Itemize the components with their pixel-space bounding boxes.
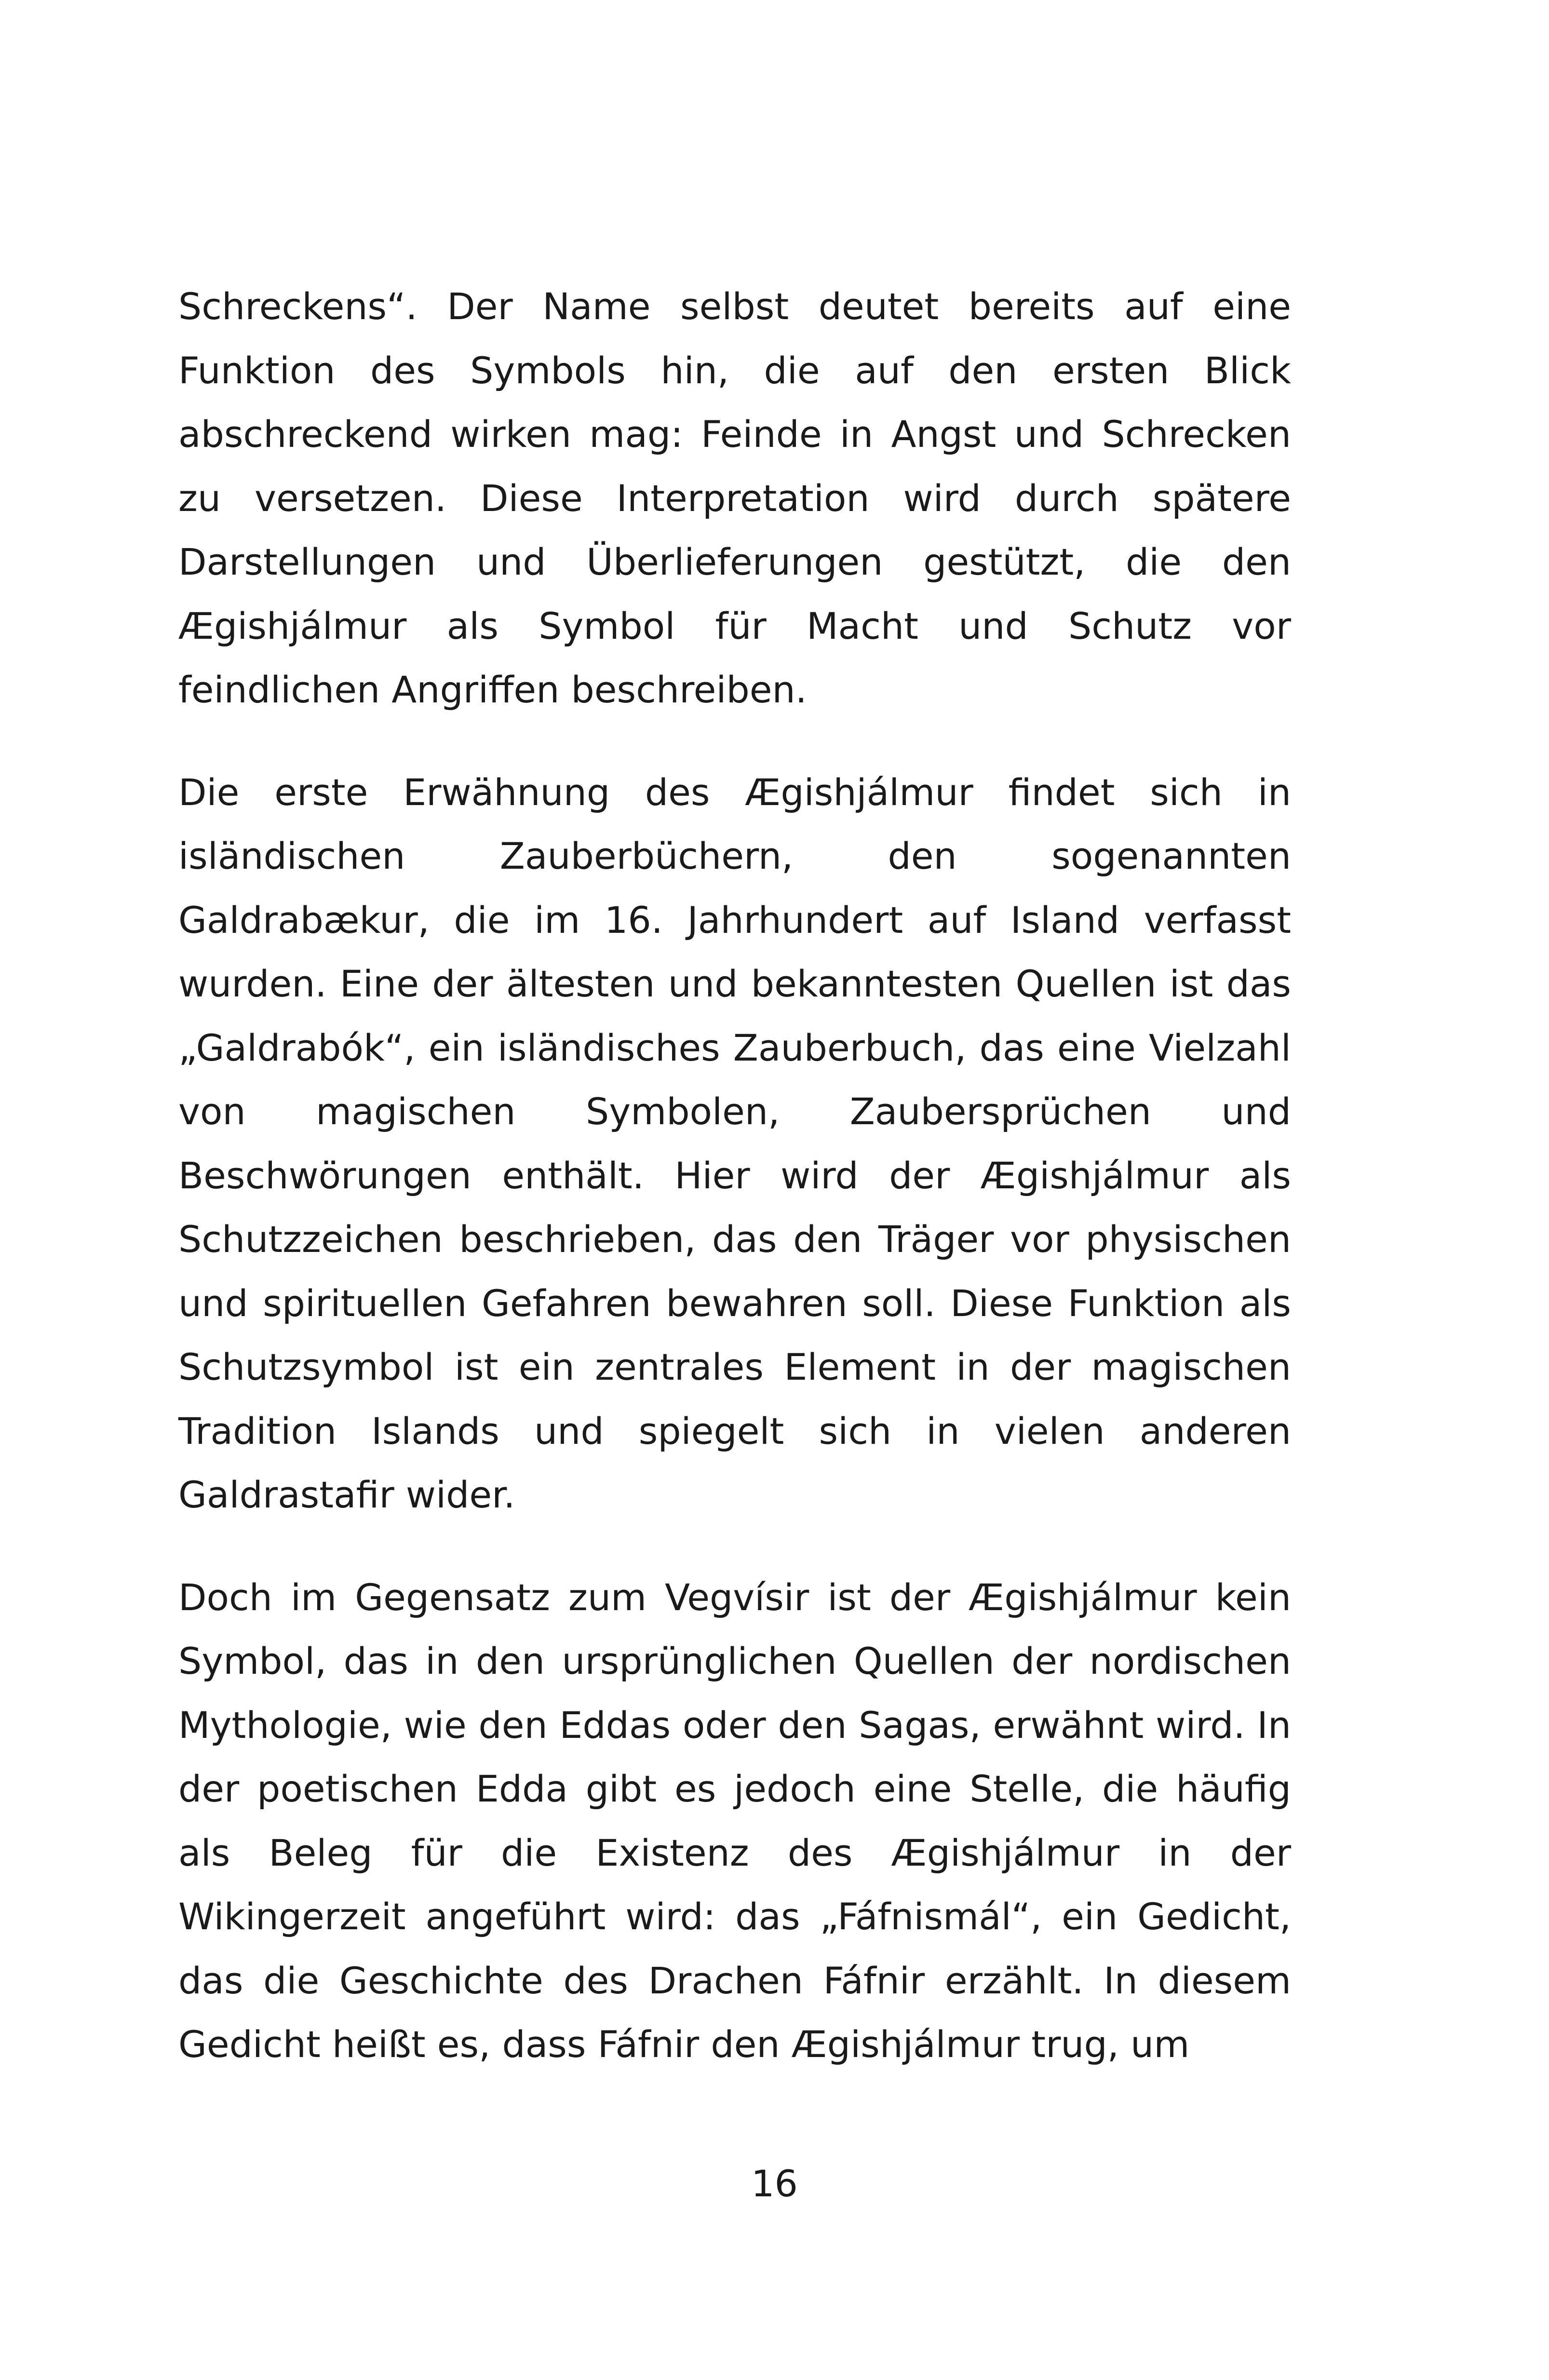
paragraph-1: Schreckens“. Der Name selbst deutet bereits auf eine Funktion des Symbols hin, die auf den ersten Blick abschreckend wirken mag: Feinde in Angst und Schrecken zu versetzen. Diese Interpretation wird durch spätere Darstellungen und Überlieferungen gestützt, die den Ægishjálmur als Symbol für Macht und Schutz vor feindlichen Angriffen beschreiben. [178,285,1291,711]
paragraph-3: Doch im Gegensatz zum Vegvísir ist der Ægishjálmur kein Symbol, das in den ursprünglichen Quellen der nordischen Mythologie, wie den Eddas oder den Sagas, erwähnt wird. In der poetischen Edda gibt es jedoch eine Stelle, die häufig als Beleg für die Existenz des Ægishjálmur in der Wikingerzeit angeführt wird: das „Fáfnismál“, ein Gedicht, das die Geschichte des Drachen Fáfnir erzählt. In diesem Gedicht heißt es, dass Fáfnir den Ægishjálmur trug, um [178,1575,1291,2066]
body-text [178,275,1291,2077]
paragraph-2: Die erste Erwähnung des Ægishjálmur findet sich in isländischen Zauberbüchern, den sogenannten Galdrabækur, die im 16. Jahrhundert auf Island verfasst wurden. Eine der ältesten und bekanntesten Quellen ist das „Galdrabók“, ein isländisches Zauberbuch, das eine Vielzahl von magischen Symbolen, Zaubersprüchen und Beschwörungen enthält. Hier wird der Ægishjálmur als Schutzzeichen beschrieben, das den Träger vor physischen und spirituellen Gefahren bewahren soll. Diese Funktion als Schutzsymbol ist ein zentrales Element in der magischen Tradition Islands und spiegelt sich in vielen anderen Galdrastafir wider. [178,770,1291,1516]
page-number: 16 [751,2162,798,2205]
